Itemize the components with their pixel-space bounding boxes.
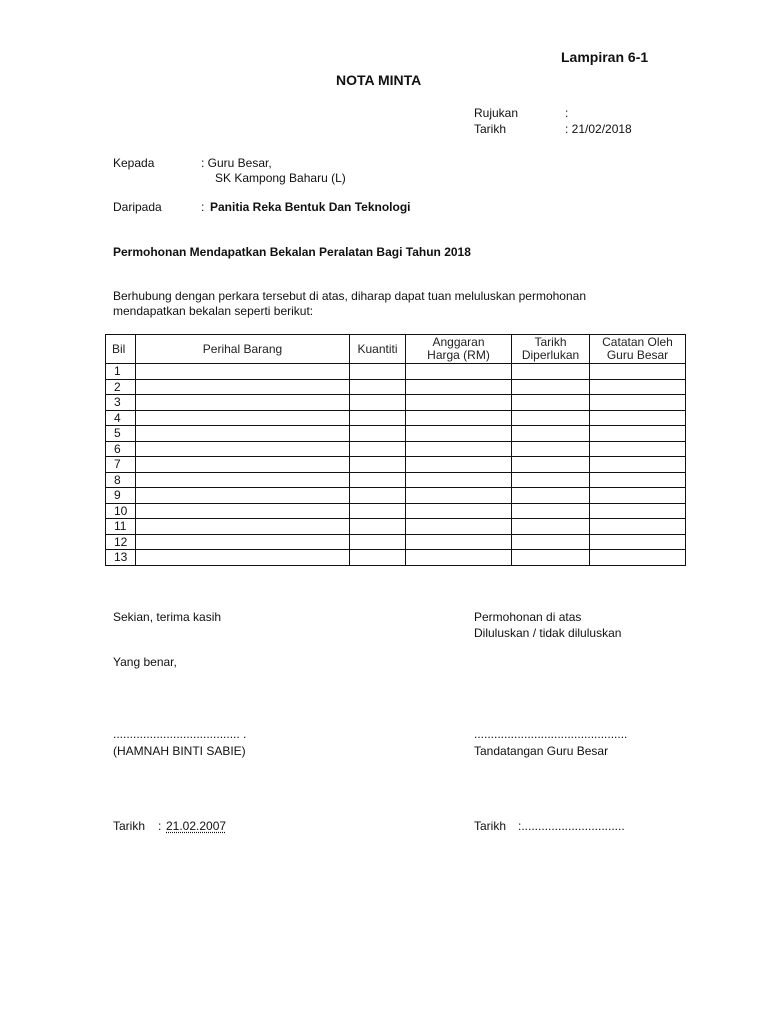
header-tarikh-line-2: Diperlukan: [521, 348, 580, 362]
empty-cell: [350, 395, 406, 411]
empty-cell: [350, 550, 406, 566]
empty-cell: [350, 534, 406, 550]
empty-cell: [136, 488, 350, 504]
empty-cell: [406, 488, 512, 504]
rujukan-label: Rujukan: [474, 106, 519, 120]
empty-cell: [590, 488, 686, 504]
empty-cell: [512, 457, 590, 473]
empty-cell: [136, 410, 350, 426]
row-number: 1: [106, 364, 136, 380]
table-row: [106, 364, 686, 380]
empty-cell: [406, 519, 512, 535]
empty-cell: [512, 364, 590, 380]
empty-cell: [350, 472, 406, 488]
sender-tarikh-label: Tarikh: [113, 819, 146, 833]
empty-cell: [406, 457, 512, 473]
empty-cell: [350, 379, 406, 395]
yang-benar-text: Yang benar,: [113, 655, 177, 669]
sender-name: (HAMNAH BINTI SABIE): [113, 744, 246, 758]
table-header-row: [106, 335, 686, 364]
items-table: [105, 334, 686, 566]
header-catatan-line-1: Catatan Oleh: [602, 335, 673, 349]
kepada-line-1: : Guru Besar,: [201, 156, 272, 170]
empty-cell: [406, 534, 512, 550]
empty-cell: [512, 534, 590, 550]
empty-cell: [136, 441, 350, 457]
empty-cell: [512, 410, 590, 426]
row-number: 12: [106, 534, 136, 550]
tarikh-label: Tarikh: [474, 122, 507, 136]
empty-cell: [350, 457, 406, 473]
header-anggaran-harga: [406, 335, 512, 364]
empty-cell: [512, 395, 590, 411]
guru-besar-sign-label: Tandatangan Guru Besar: [474, 744, 609, 758]
empty-cell: [512, 503, 590, 519]
row-number: 10: [106, 503, 136, 519]
table-row: [106, 379, 686, 395]
row-number: 13: [106, 550, 136, 566]
table-row: [106, 488, 686, 504]
table-row: [106, 503, 686, 519]
empty-cell: [136, 379, 350, 395]
row-number: 5: [106, 426, 136, 442]
empty-cell: [590, 364, 686, 380]
empty-cell: [590, 503, 686, 519]
empty-cell: [136, 550, 350, 566]
header-perihal-barang: Perihal Barang: [136, 335, 350, 364]
empty-cell: [512, 441, 590, 457]
rujukan-value: :: [565, 106, 569, 120]
empty-cell: [136, 364, 350, 380]
empty-cell: [512, 472, 590, 488]
empty-cell: [136, 395, 350, 411]
empty-cell: [406, 503, 512, 519]
table-row: [106, 534, 686, 550]
row-number: 3: [106, 395, 136, 411]
document-title: NOTA MINTA: [336, 72, 422, 88]
kepada-line-2: SK Kampong Baharu (L): [215, 171, 346, 185]
table-row: [106, 410, 686, 426]
table-body: [106, 364, 686, 566]
empty-cell: [350, 519, 406, 535]
signature-line-sender: ...................................... .: [113, 727, 247, 741]
empty-cell: [350, 364, 406, 380]
subject-line: Permohonan Mendapatkan Bekalan Peralatan Bagi Tahun 2018: [113, 245, 471, 259]
empty-cell: [590, 410, 686, 426]
empty-cell: [590, 519, 686, 535]
header-tarikh-line-1: Tarikh: [534, 335, 567, 349]
row-number: 11: [106, 519, 136, 535]
empty-cell: [512, 519, 590, 535]
table-row: [106, 472, 686, 488]
empty-cell: [406, 472, 512, 488]
empty-cell: [136, 457, 350, 473]
header-anggaran-line-1: Anggaran: [432, 335, 485, 349]
row-number: 6: [106, 441, 136, 457]
header-tarikh-diperlukan: [512, 335, 590, 364]
table-row: [106, 426, 686, 442]
table-row: [106, 457, 686, 473]
empty-cell: [590, 472, 686, 488]
table-row: [106, 519, 686, 535]
body-line-1: Berhubung dengan perkara tersebut di atas, diharap dapat tuan meluluskan permohonan: [113, 289, 586, 303]
empty-cell: [350, 503, 406, 519]
sender-tarikh-value: 21.02.2007: [166, 819, 227, 833]
empty-cell: [590, 395, 686, 411]
header-anggaran-line-2: Harga (RM): [427, 348, 490, 362]
row-number: 7: [106, 457, 136, 473]
empty-cell: [136, 472, 350, 488]
approval-line-2: Diluluskan / tidak diluluskan: [474, 626, 622, 640]
empty-cell: [136, 426, 350, 442]
empty-cell: [406, 441, 512, 457]
kepada-label: Kepada: [113, 156, 155, 170]
table-row: [106, 395, 686, 411]
empty-cell: [406, 410, 512, 426]
empty-cell: [350, 488, 406, 504]
empty-cell: [512, 488, 590, 504]
empty-cell: [512, 550, 590, 566]
table-row: [106, 550, 686, 566]
empty-cell: [590, 550, 686, 566]
empty-cell: [406, 426, 512, 442]
signature-line-guru-besar: ..............................................: [474, 727, 628, 741]
sender-tarikh-colon: :: [158, 819, 162, 833]
empty-cell: [406, 364, 512, 380]
empty-cell: [590, 534, 686, 550]
row-number: 8: [106, 472, 136, 488]
empty-cell: [590, 426, 686, 442]
approval-line-1: Permohonan di atas: [474, 610, 582, 624]
empty-cell: [406, 395, 512, 411]
lampiran-label: Lampiran 6-1: [561, 49, 649, 65]
sekian-text: Sekian, terima kasih: [113, 610, 222, 624]
header-catatan-line-2: Guru Besar: [606, 348, 669, 362]
approval-tarikh-value: :...............................: [518, 819, 625, 833]
empty-cell: [512, 426, 590, 442]
empty-cell: [350, 410, 406, 426]
daripada-label: Daripada: [113, 200, 162, 214]
approval-tarikh-label: Tarikh: [474, 819, 507, 833]
tarikh-value: : 21/02/2018: [565, 122, 632, 136]
daripada-value: Panitia Reka Bentuk Dan Teknologi: [210, 200, 411, 214]
empty-cell: [590, 457, 686, 473]
body-line-2: mendapatkan bekalan seperti berikut:: [113, 304, 314, 318]
empty-cell: [512, 379, 590, 395]
row-number: 9: [106, 488, 136, 504]
empty-cell: [406, 379, 512, 395]
empty-cell: [590, 441, 686, 457]
header-bil: Bil: [106, 335, 136, 364]
empty-cell: [590, 379, 686, 395]
empty-cell: [136, 534, 350, 550]
table-row: [106, 441, 686, 457]
empty-cell: [350, 426, 406, 442]
empty-cell: [136, 519, 350, 535]
row-number: 4: [106, 410, 136, 426]
empty-cell: [350, 441, 406, 457]
empty-cell: [136, 503, 350, 519]
empty-cell: [406, 550, 512, 566]
row-number: 2: [106, 379, 136, 395]
header-kuantiti: Kuantiti: [350, 335, 406, 364]
daripada-colon: :: [201, 200, 205, 214]
header-catatan: [590, 335, 686, 364]
